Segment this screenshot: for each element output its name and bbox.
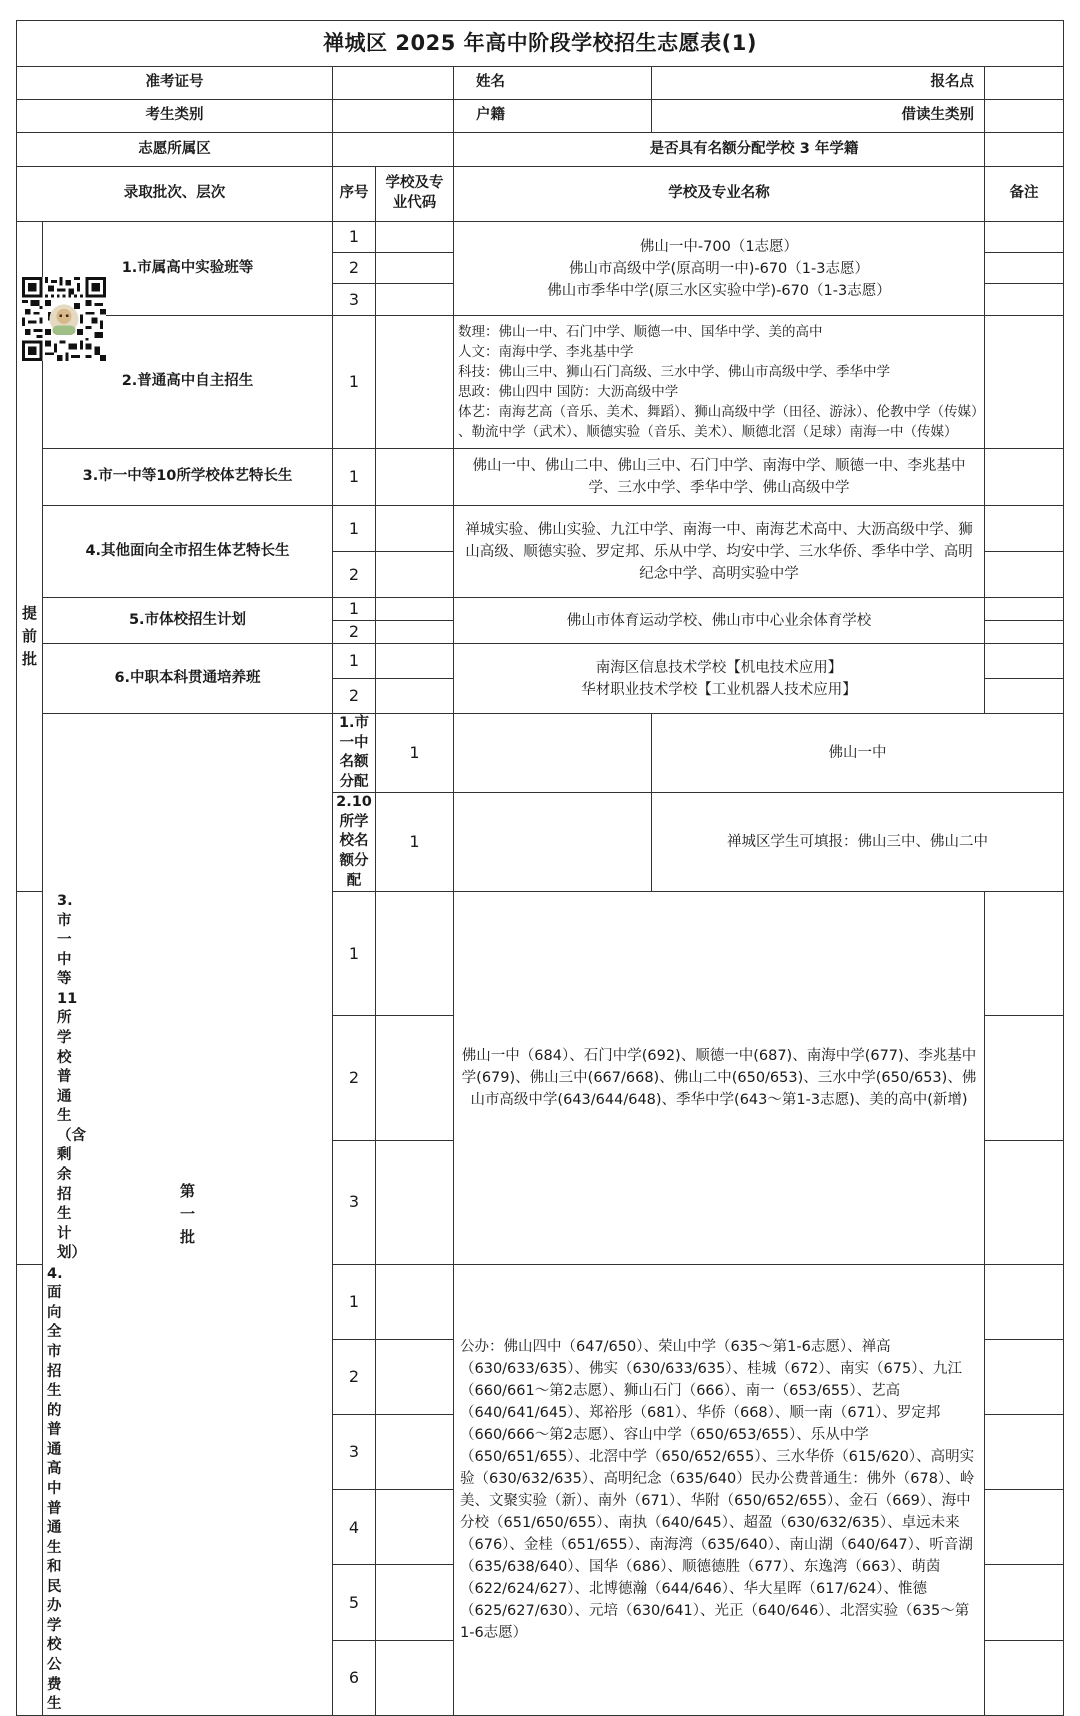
form-table [16, 20, 1064, 1716]
seq-number: 2 [333, 552, 376, 598]
seq-number: 5 [333, 1565, 376, 1640]
seq-number: 2 [333, 1339, 376, 1414]
header-batch: 录取批次、层次 [17, 167, 333, 222]
school-list: 禅城实验、佛山实验、九江中学、南海一中、南海艺术高中、大沥高级中学、狮山高级、顺德实验、罗定邦、乐从中学、均安中学、三水华侨、季华中学、高明纪念中学、高明实验中学 [454, 506, 985, 598]
school-list: 禅城区学生可填报：佛山三中、佛山二中 [652, 793, 1064, 892]
batch-label: 1.市一中名额分配 [333, 714, 376, 793]
school-list: 数理：佛山一中、石门中学、顺德一中、国华中学、美的高中 人文：南海中学、李兆基中学 科技：佛山三中、狮山石门高级、三水中学、佛山市高级中学、季华中学 思政：佛山四中 国防：大沥高级中学 体艺：南海艺高（音乐、美术、舞蹈）、狮山高级中学（田径、游泳）、伦教中学（传媒） 、勒流中学（武术）、顺德实验（音乐、美术）、顺德北滘（足球）南海一中（传媒） [454, 316, 985, 449]
code-input[interactable] [376, 1264, 454, 1339]
remark-input[interactable] [985, 644, 1064, 679]
group-first-batch: 第 一 批 [43, 714, 333, 1716]
district-field[interactable] [333, 133, 454, 167]
name-label: 姓名 [454, 67, 652, 100]
header-name: 学校及专业名称 [454, 167, 985, 222]
code-input[interactable] [376, 1490, 454, 1565]
application-form [16, 20, 1063, 1713]
page-title: 禅城区 2025 年高中阶段学校招生志愿表(1) [17, 21, 1064, 67]
code-input[interactable] [454, 714, 652, 793]
reg-point-label: 报名点 [652, 67, 985, 100]
school-list: 佛山一中-700（1志愿） 佛山市高级中学(原高明一中)-670（1-3志愿） 佛山市季华中学(原三水区实验中学)-670（1-3志愿） [454, 222, 985, 316]
batch-label: 3.市一中等11所学校普通生（含剩余招生计划） [17, 892, 43, 1265]
header-seq: 序号 [333, 167, 376, 222]
quota-status-label: 是否具有名额分配学校 3 年学籍 [454, 133, 985, 167]
code-input[interactable] [376, 1565, 454, 1640]
remark-input[interactable] [985, 316, 1064, 449]
batch-label: 2.普通高中自主招生 [43, 316, 333, 449]
batch-label: 3.市一中等10所学校体艺特长生 [43, 449, 333, 506]
code-input[interactable] [376, 598, 454, 621]
remark-input[interactable] [985, 1640, 1064, 1715]
seq-number: 2 [333, 679, 376, 714]
seq-number: 2 [333, 621, 376, 644]
remark-input[interactable] [985, 253, 1064, 284]
qr-code-icon [22, 277, 106, 361]
batch-label: 5.市体校招生计划 [43, 598, 333, 644]
remark-input[interactable] [985, 1415, 1064, 1490]
remark-input[interactable] [985, 1565, 1064, 1640]
batch-label: 4.其他面向全市招生体艺特长生 [43, 506, 333, 598]
remark-input[interactable] [985, 1264, 1064, 1339]
batch-label: 6.中职本科贯通培养班 [43, 644, 333, 714]
category-field[interactable] [333, 100, 454, 133]
batch-label: 4.面向全市招生的普通高中普通生和民办学校公费生 [17, 1264, 43, 1715]
code-input[interactable] [376, 552, 454, 598]
category-label: 考生类别 [17, 100, 333, 133]
school-list: 南海区信息技术学校【机电技术应用】 华材职业技术学校【工业机器人技术应用】 [454, 644, 985, 714]
remark-input[interactable] [985, 598, 1064, 621]
code-input[interactable] [376, 1339, 454, 1414]
quota-status-field[interactable] [985, 133, 1064, 167]
code-input[interactable] [454, 793, 652, 892]
school-list: 佛山一中 [652, 714, 1064, 793]
batch-label: 2.10 所学校名额分配 [333, 793, 376, 892]
header-code: 学校及专业代码 [376, 167, 454, 222]
remark-input[interactable] [985, 552, 1064, 598]
seq-number: 4 [333, 1490, 376, 1565]
code-input[interactable] [376, 506, 454, 552]
remark-input[interactable] [985, 449, 1064, 506]
seq-number: 3 [333, 1140, 376, 1264]
remark-input[interactable] [985, 284, 1064, 316]
district-label: 志愿所属区 [17, 133, 333, 167]
seq-number: 1 [333, 316, 376, 449]
seq-number: 1 [333, 1264, 376, 1339]
code-input[interactable] [376, 644, 454, 679]
seq-number: 2 [333, 1016, 376, 1140]
seq-number: 3 [333, 284, 376, 316]
school-list: 佛山一中（684）、石门中学(692)、顺德一中(687)、南海中学(677)、李兆基中学(679)、佛山三中(667/668)、佛山二中(650/653)、三水中学(650/653)、佛山市高级中学(643/644/648)、季华中学(643～第1-3志愿)、美的高中(新增) [454, 892, 985, 1265]
exam-id-field[interactable] [333, 67, 454, 100]
seq-number: 1 [333, 598, 376, 621]
code-input[interactable] [376, 316, 454, 449]
code-input[interactable] [376, 449, 454, 506]
borrow-category-field[interactable] [985, 100, 1064, 133]
remark-input[interactable] [985, 1339, 1064, 1414]
seq-number: 6 [333, 1640, 376, 1715]
remark-input[interactable] [985, 892, 1064, 1016]
seq-number: 1 [333, 892, 376, 1016]
code-input[interactable] [376, 253, 454, 284]
seq-number: 1 [333, 449, 376, 506]
code-input[interactable] [376, 1640, 454, 1715]
group-early-batch: 提 前 批 [17, 222, 43, 892]
code-input[interactable] [376, 892, 454, 1016]
code-input[interactable] [376, 1140, 454, 1264]
header-remark: 备注 [985, 167, 1064, 222]
code-input[interactable] [376, 222, 454, 253]
remark-input[interactable] [985, 621, 1064, 644]
seq-number: 1 [333, 506, 376, 552]
remark-input[interactable] [985, 222, 1064, 253]
school-list: 佛山一中、佛山二中、佛山三中、石门中学、南海中学、顺德一中、李兆基中学、三水中学、季华中学、佛山高级中学 [454, 449, 985, 506]
remark-input[interactable] [985, 506, 1064, 552]
remark-input[interactable] [985, 1140, 1064, 1264]
reg-point-field[interactable] [985, 67, 1064, 100]
code-input[interactable] [376, 1415, 454, 1490]
seq-number: 2 [333, 253, 376, 284]
seq-number: 1 [376, 714, 454, 793]
code-input[interactable] [376, 284, 454, 316]
seq-number: 1 [376, 793, 454, 892]
school-list: 公办：佛山四中（647/650）、荣山中学（635～第1-6志愿）、禅高（630/633/635）、佛实（630/633/635）、桂城（672）、南实（675）、九江（660/661～第2志愿）、狮山石门（666）、南一（653/655）、艺高（640/641/645）、郑裕彤（681）、华侨（668）、顺一南（671）、罗定邦（660/666～第2志愿）、容山中学（650/653/655）、乐从中学（650/651/655）、北滘中学（650/652/655）、三水华侨（615/620）、高明实验（630/632/635）、高明纪念（635/640）民办公费普通生：佛外（678）、岭美、文聚实验（新）、南外（671）、华附（650/652/655）、金石（669）、海中分校（651/650/655）、南执（640/645）、超盈（630/632/635）、卓远未来（676）、金桂（651/655）、南海湾（635/640）、南山湖（640/647）、听音湖（635/638/640）、国华（686）、顺德德胜（677）、东逸湾（663）、萌茵（622/624/627）、北博德瀚（644/646）、华大星晖（617/624）、惟德（625/627/630）、元培（630/641）、光正（640/646）、北滘实验（635～第1-6志愿） [454, 1264, 985, 1715]
seq-number: 1 [333, 644, 376, 679]
code-input[interactable] [376, 679, 454, 714]
remark-input[interactable] [985, 679, 1064, 714]
code-input[interactable] [376, 1016, 454, 1140]
school-list: 佛山市体育运动学校、佛山市中心业余体育学校 [454, 598, 985, 644]
exam-id-label: 准考证号 [17, 67, 333, 100]
remark-input[interactable] [985, 1490, 1064, 1565]
batch-label: 1.市属高中实验班等 [43, 222, 333, 316]
remark-input[interactable] [985, 1016, 1064, 1140]
seq-number: 1 [333, 222, 376, 253]
borrow-category-label: 借读生类别 [652, 100, 985, 133]
code-input[interactable] [376, 621, 454, 644]
seq-number: 3 [333, 1415, 376, 1490]
hukou-label: 户籍 [454, 100, 652, 133]
